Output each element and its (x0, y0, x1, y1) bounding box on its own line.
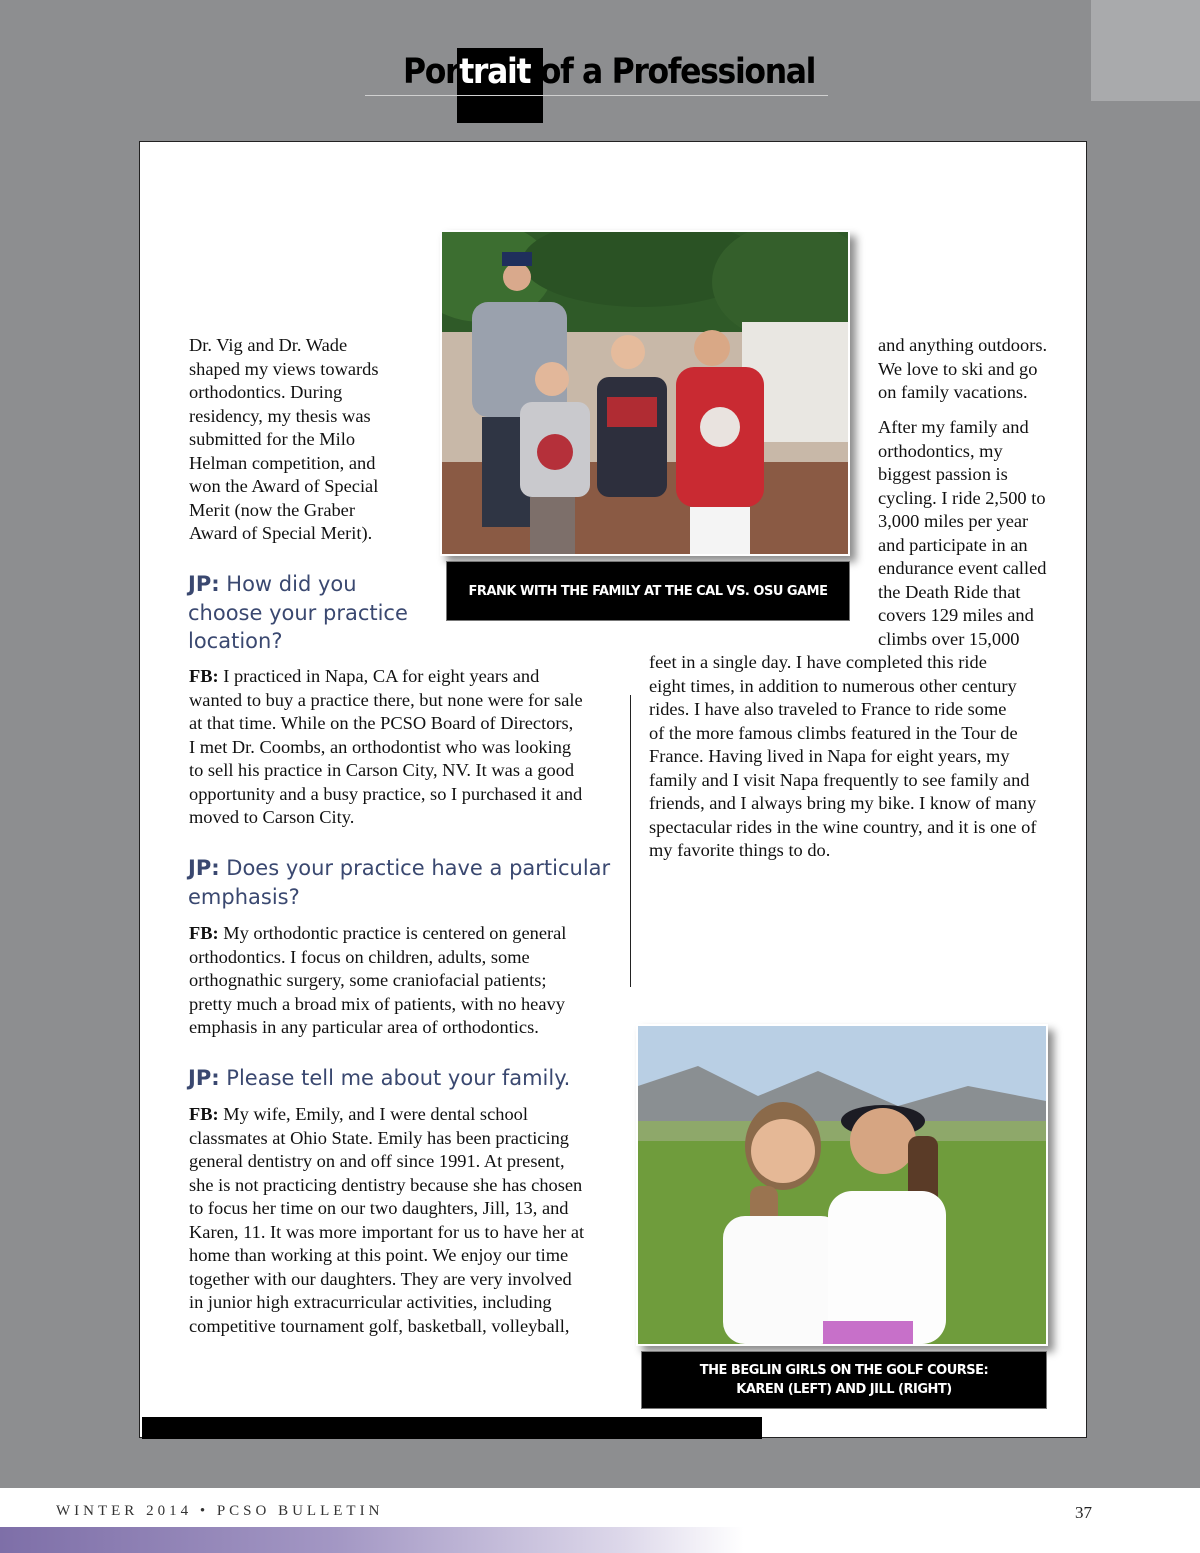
text-line: opportunity and a busy practice, so I purchased it and (189, 783, 583, 804)
text-line: my favorite things to do. (649, 840, 831, 860)
text-line: won the Award of Special (189, 476, 379, 496)
golf-caption-line-2: KAREN (LEFT) AND JILL (RIGHT) (736, 1382, 952, 1397)
question-family (188, 1064, 570, 1093)
text-line: My wife, Emily, and I were dental school (218, 1104, 528, 1124)
text-line: at that time. While on the PCSO Board of Directors, (189, 713, 574, 733)
question-text: choose your practice (188, 600, 408, 625)
text-line: After my family and (878, 417, 1029, 437)
golf-photo-caption (641, 1351, 1047, 1409)
column-divider (630, 695, 631, 987)
text-line: and anything outdoors. (878, 335, 1048, 355)
text-line: Karen, 11. It was more important for us to have her at (189, 1221, 585, 1242)
text-line: in junior high extracurricular activities, including (189, 1292, 552, 1312)
answer-practice-location (189, 665, 583, 830)
footer-publication: WINTER 2014 • PCSO BULLETIN (56, 1503, 384, 1519)
text-line: shaped my views towards (189, 358, 379, 379)
footer-gradient-bar (0, 1527, 1200, 1553)
family-photo (440, 230, 850, 556)
text-line: France. Having lived in Napa for eight years, my (649, 746, 1010, 766)
text-line: friends, and I always bring my bike. I know of many (649, 793, 1037, 813)
page-title (365, 48, 830, 123)
right-para-cycling (878, 416, 1046, 651)
text-line: orthognathic surgery, some craniofacial patients; (189, 970, 547, 990)
text-line: orthodontics. During (189, 382, 343, 402)
golf-photo-image (638, 1026, 1046, 1344)
text-line: rides. I have also traveled to France to ride some (649, 699, 1007, 719)
right-para-outdoors (878, 334, 1047, 405)
text-line: moved to Carson City. (189, 807, 355, 827)
golf-photo (636, 1024, 1048, 1346)
golf-caption-line-1: THE BEGLIN GIRLS ON THE GOLF COURSE: (699, 1363, 989, 1378)
question-label: JP: (188, 856, 220, 880)
text-line: I met Dr. Coombs, an orthodontist who was looking (189, 736, 572, 757)
text-line: We love to ski and go (878, 358, 1038, 379)
page-number: 37 (1075, 1503, 1092, 1522)
text-line: and participate in an (878, 534, 1028, 555)
title-part-2: trait (459, 52, 531, 92)
text-line: home than working at this point. We enjoy our time (189, 1245, 569, 1265)
question-text: How did you (219, 572, 357, 596)
text-line: Helman competition, and (189, 452, 376, 473)
text-line: family and I visit Napa frequently to see family and (649, 769, 1030, 790)
question-text: Does your practice have a particular (219, 856, 611, 880)
text-line: biggest passion is (878, 464, 1008, 484)
text-line: together with our daughters. They are very involved (189, 1268, 572, 1289)
panel-bottom-bar (142, 1417, 762, 1439)
text-line: general dentistry on and off since 1991. At present, (189, 1151, 565, 1171)
question-practice-location (188, 570, 408, 656)
text-line: feet in a single day. I have completed this ride (649, 652, 987, 672)
question-text: emphasis? (188, 884, 300, 909)
right-para-cycling-continued (649, 651, 1036, 863)
family-photo-image (442, 232, 848, 554)
text-line: residency, my thesis was (189, 405, 371, 426)
question-text: location? (188, 629, 283, 653)
answer-practice-emphasis (189, 922, 566, 1040)
text-line: climbs over 15,000 (878, 628, 1020, 649)
text-line: she is not practicing dentistry because she has chosen (189, 1174, 583, 1195)
text-line: I practiced in Napa, CA for eight years and (218, 666, 540, 686)
text-line: competitive tournament golf, basketball, volleyball, (189, 1315, 570, 1336)
text-line: cycling. I ride 2,500 to (878, 487, 1046, 508)
question-label: JP: (188, 1066, 220, 1090)
answer-family (189, 1103, 584, 1338)
text-line: pretty much a broad mix of patients, with no heavy (189, 993, 565, 1014)
text-line: wanted to buy a practice there, but none were for sale (189, 689, 583, 710)
text-line: to focus her time on our two daughters, Jill, 13, and (189, 1198, 569, 1218)
text-line: spectacular rides in the wine country, and it is one of (649, 816, 1037, 837)
text-line: 3,000 miles per year (878, 511, 1029, 531)
text-line: submitted for the Milo (189, 429, 356, 449)
text-line: on family vacations. (878, 382, 1028, 402)
text-line: Dr. Vig and Dr. Wade (189, 335, 348, 355)
corner-tab (1091, 0, 1200, 101)
answer-label: FB: (189, 1104, 219, 1124)
text-line: to sell his practice in Carson City, NV. It was a good (189, 760, 575, 780)
question-practice-emphasis (188, 854, 610, 911)
text-line: Award of Special Merit). (189, 523, 373, 543)
text-line: emphasis in any particular area of orthodontics. (189, 1017, 539, 1037)
title-part-1: Por (403, 52, 460, 92)
answer-label: FB: (189, 666, 219, 686)
text-line: covers 129 miles and (878, 605, 1034, 625)
text-line: of the more famous climbs featured in the Tour de (649, 722, 1018, 743)
question-text: Please tell me about your family. (219, 1066, 571, 1090)
text-line: classmates at Ohio State. Emily has been practicing (189, 1127, 569, 1148)
title-underline (365, 95, 828, 96)
text-line: the Death Ride that (878, 581, 1021, 602)
text-line: My orthodontic practice is centered on general (218, 923, 567, 943)
family-photo-caption (446, 561, 850, 621)
question-label: JP: (188, 572, 220, 596)
family-caption-text: FRANK WITH THE FAMILY AT THE CAL VS. OSU GAME (468, 583, 828, 599)
answer-label: FB: (189, 923, 219, 943)
text-line: orthodontics. I focus on children, adults, some (189, 946, 530, 967)
title-text (403, 52, 815, 92)
text-line: eight times, in addition to numerous other century (649, 675, 1017, 696)
intro-paragraph (189, 334, 379, 546)
text-line: Merit (now the Graber (189, 499, 355, 520)
text-line: endurance event called (878, 558, 1047, 578)
text-line: orthodontics, my (878, 440, 1003, 461)
title-part-3: of a Professional (530, 52, 816, 92)
